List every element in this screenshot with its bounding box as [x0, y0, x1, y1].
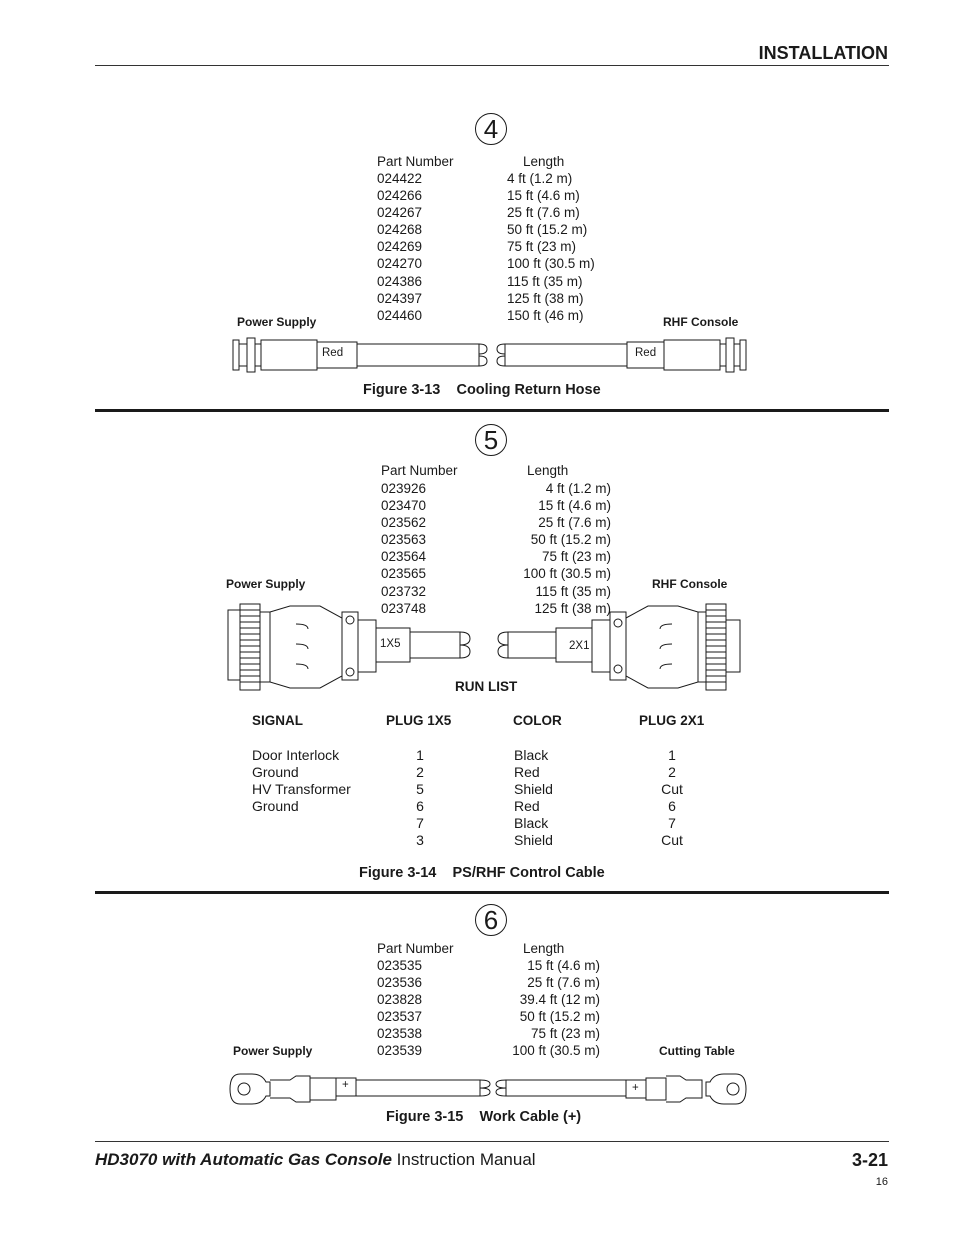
run-header-signal: SIGNAL	[252, 713, 304, 728]
power-supply-label: Power Supply	[237, 315, 317, 329]
sheet-number: 16	[875, 1176, 888, 1188]
length-list: 4 ft (1.2 m) 15 ft (4.6 m) 25 ft (7.6 m) 50 ft (15.2 m) 75 ft (23 m) 100 ft (30.5 m) 115 ft (35 m) 125 ft (38 m) 150 ft (46 m)	[507, 171, 595, 323]
run-list-title: RUN LIST	[455, 679, 518, 694]
page-number: 3-21	[851, 1150, 888, 1170]
rhf-console-label: RHF Console	[663, 315, 739, 329]
part-number-list: 023535 023536 023828 023537 023538 023539	[377, 958, 423, 1059]
connector-tag-1x5: 1X5	[380, 638, 401, 650]
polarity-tag-left: +	[342, 1079, 349, 1091]
part-number-header: Part Number	[381, 463, 458, 478]
figure-number-circle: 4	[475, 113, 507, 145]
right-ring-terminal	[646, 1074, 746, 1104]
figure-number-circle: 5	[475, 424, 507, 456]
connector-tag-2x1: 2X1	[569, 640, 590, 652]
footer-rule	[95, 1141, 889, 1142]
part-number-header: Part Number	[377, 154, 454, 169]
polarity-tag-right: +	[632, 1082, 639, 1094]
hose-tag-left: Red	[322, 347, 344, 359]
run-color-column: Black Red Shield Red Black Shield	[514, 747, 553, 849]
part-number-list: 024422 024266 024267 024268 024269 024270 024386 024397 024460	[377, 171, 423, 323]
cable-right-body	[506, 1080, 626, 1096]
run-signal-column: Door Interlock Ground HV Transformer Ground	[252, 747, 351, 815]
length-header: Length	[527, 463, 569, 478]
length-header: Length	[523, 154, 565, 169]
run-header-color: COLOR	[513, 713, 562, 728]
hose-right-fitting	[664, 340, 720, 370]
hose-left-tube	[357, 344, 479, 366]
manual-title	[95, 1150, 536, 1170]
left-ring-terminal	[230, 1074, 336, 1104]
run-header-plug-2x1: PLUG 2X1	[639, 713, 705, 728]
part-number-list: 023926 023470 023562 023563 023564 023565 023732 023748	[381, 481, 427, 616]
product-name: HD3070 with Automatic Gas Console	[95, 1150, 392, 1169]
part-number-header: Part Number	[377, 941, 454, 956]
run-plug-1x5-column: 1 2 5 6 7 3	[416, 747, 424, 849]
manual-type: Instruction Manual	[396, 1150, 536, 1169]
rhf-console-label: RHF Console	[652, 577, 728, 591]
power-supply-label: Power Supply	[233, 1044, 313, 1058]
figure-caption: Figure 3-14 PS/RHF Control Cable	[359, 865, 605, 881]
hose-left-fitting	[233, 340, 239, 370]
cable-left-body	[356, 1080, 480, 1096]
section-divider	[95, 409, 889, 412]
hose-right-tube	[505, 344, 627, 366]
left-connector-1x5	[228, 604, 460, 690]
right-connector-2x1	[508, 604, 740, 690]
figure-caption: Figure 3-13 Cooling Return Hose	[363, 382, 601, 398]
power-supply-label: Power Supply	[226, 577, 306, 591]
run-header-plug-1x5: PLUG 1X5	[386, 713, 452, 728]
section-divider	[95, 891, 889, 894]
figure-number-circle: 6	[475, 904, 507, 936]
length-list: 4 ft (1.2 m) 15 ft (4.6 m) 25 ft (7.6 m) 50 ft (15.2 m) 75 ft (23 m) 100 ft (30.5 m) 115 ft (35 m) 125 ft (38 m)	[523, 481, 611, 616]
section-title: INSTALLATION	[758, 43, 888, 63]
run-plug-2x1-column: 1 2 Cut 6 7 Cut	[661, 747, 683, 849]
hose-tag-right: Red	[635, 347, 657, 359]
cutting-table-label: Cutting Table	[659, 1044, 735, 1058]
length-list: 15 ft (4.6 m) 25 ft (7.6 m) 39.4 ft (12 m) 50 ft (15.2 m) 75 ft (23 m) 100 ft (30.5 m)	[512, 958, 600, 1059]
figure-caption: Figure 3-15 Work Cable (+)	[386, 1109, 582, 1125]
length-header: Length	[523, 941, 565, 956]
